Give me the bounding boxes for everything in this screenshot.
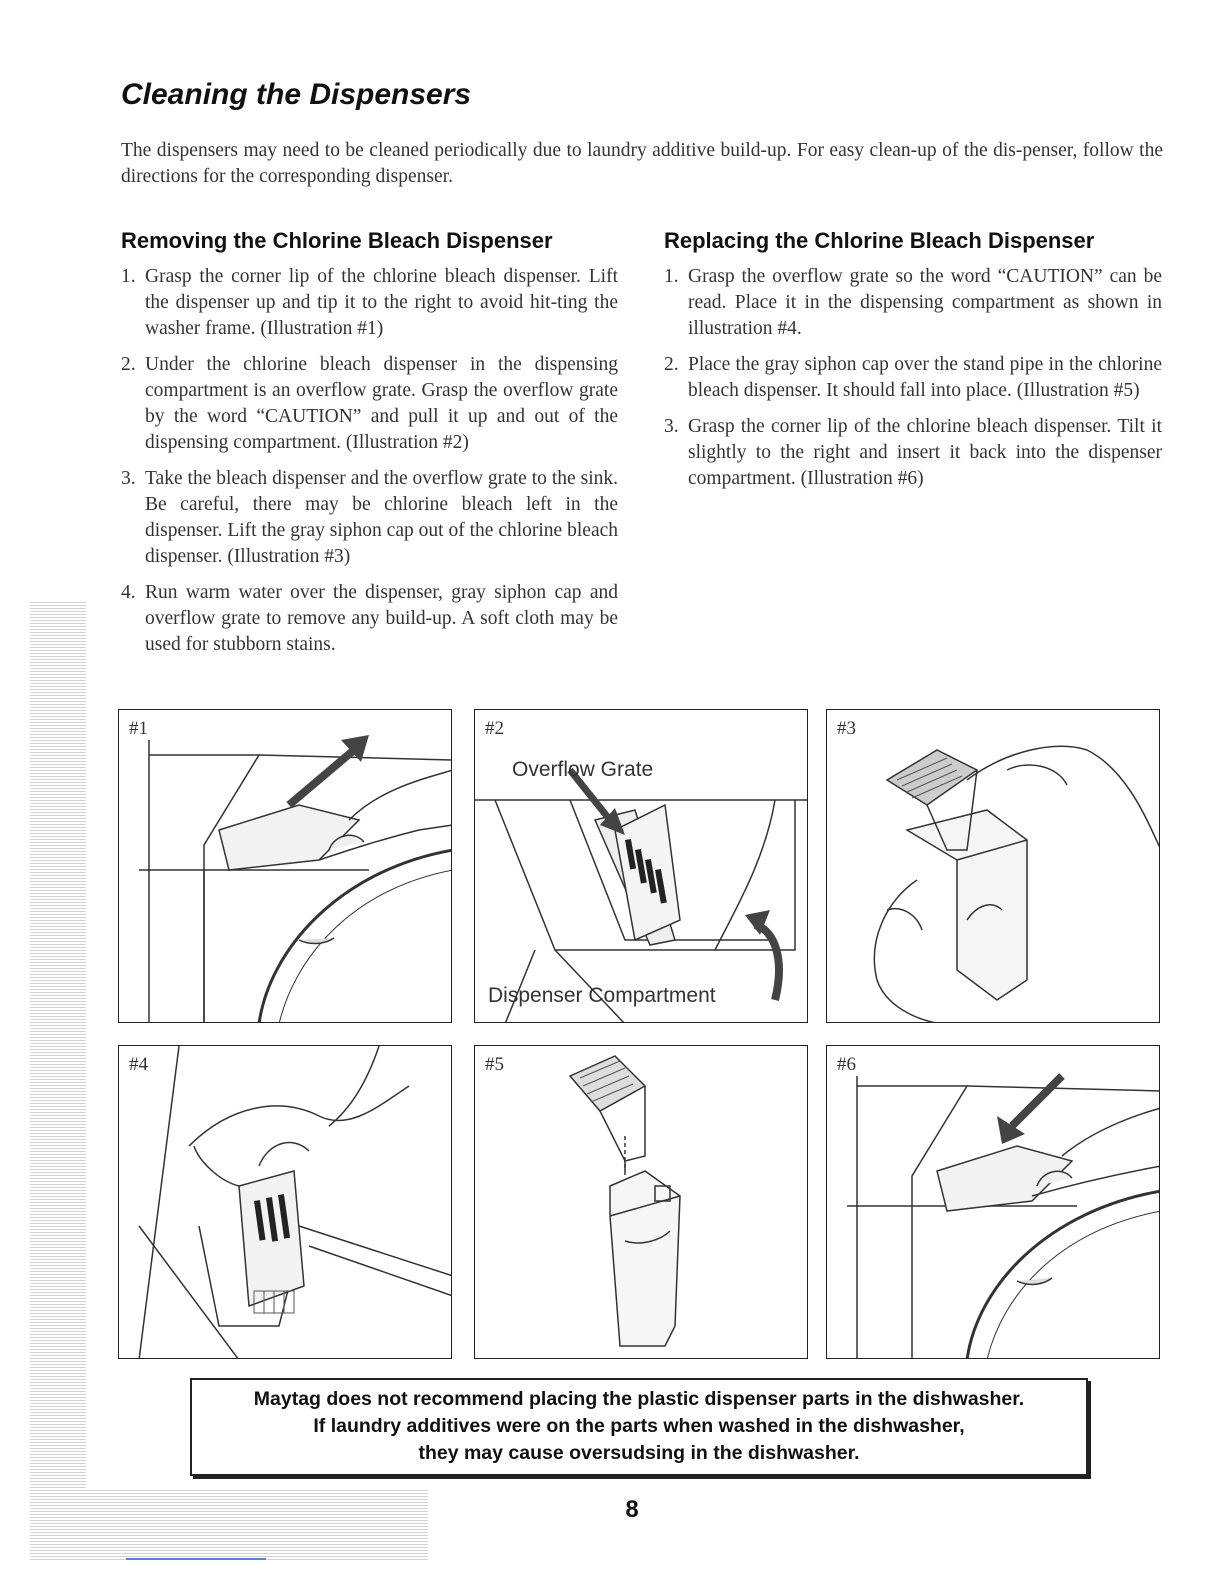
dispenser-removal-drawing: [119, 710, 452, 1023]
scan-bottom-shading: [86, 1488, 428, 1560]
list-item: 2. Under the chlorine bleach dispenser in the dispensing compartment is an overflow grate. Grasp the overflow grate by the word “CAUTION” and pull it up and out of the dispensing compartment. (Illustration #2): [121, 354, 618, 453]
removing-steps: [121, 264, 618, 658]
list-item: 4. Run warm water over the dispenser, gray siphon cap and overflow grate to remove any build-up. A soft cloth may be used for stubborn stains.: [121, 582, 618, 655]
illustration-label: #4: [129, 1054, 148, 1075]
illustration-label: #6: [837, 1054, 856, 1075]
replacing-section: [664, 228, 1162, 502]
removing-heading: Removing the Chlorine Bleach Dispenser: [121, 228, 553, 253]
illustration-5: [474, 1045, 808, 1359]
dispenser-compartment-caption: Dispenser Compartment: [488, 984, 716, 1007]
list-item: 2. Place the gray siphon cap over the stand pipe in the chlorine bleach dispenser. It should fall into place. (Illustration #5): [664, 354, 1162, 401]
intro-paragraph: The dispensers may need to be cleaned periodically due to laundry additive build-up. For easy clean-up of the dis-penser, follow the directions for the corresponding dispenser.: [121, 140, 1163, 187]
illustration-label: #5: [485, 1054, 504, 1075]
page-title: Cleaning the Dispensers: [121, 78, 472, 111]
notice-line: Maytag does not recommend placing the plastic dispenser parts in the dishwasher.: [253, 1388, 1025, 1410]
siphon-cap-drawing: [827, 710, 1160, 1023]
list-item: 1. Grasp the overflow grate so the word “CAUTION” can be read. Place it in the dispensing compartment as shown in illustration #4.: [664, 266, 1162, 339]
illustration-1: [118, 709, 452, 1023]
illustration-6: [826, 1045, 1160, 1359]
notice-line: they may cause oversudsing in the dishwasher.: [418, 1442, 860, 1464]
illustration-4: [118, 1045, 452, 1359]
dishwasher-warning-notice: [190, 1378, 1088, 1476]
overflow-grate-drawing: [475, 710, 808, 1023]
illustration-label: #3: [837, 718, 856, 739]
list-item: 3. Take the bleach dispenser and the overflow grate to the sink. Be careful, there may be chlorine bleach left in the dispenser. Lift the gray siphon cap out of the chlorine bleach dispenser. (Illustration #3): [121, 468, 618, 567]
illustration-label: #1: [129, 718, 148, 739]
siphon-cap-placement-drawing: [475, 1046, 808, 1359]
overflow-grate-caption: Overflow Grate: [512, 758, 654, 781]
notice-line: If laundry additives were on the parts when washed in the dishwasher,: [313, 1415, 965, 1437]
dispenser-reinsertion-drawing: [827, 1046, 1160, 1359]
scan-edge-shading: [30, 600, 86, 1560]
page-number: 8: [625, 1496, 639, 1523]
illustration-2: [474, 709, 808, 1023]
list-item: 1. Grasp the corner lip of the chlorine bleach dispenser. Lift the dispenser up and tip it to the right to avoid hit-ting the washer frame. (Illustration #1): [121, 266, 618, 339]
replacing-heading: Replacing the Chlorine Bleach Dispenser: [664, 228, 1095, 253]
replacing-steps: [664, 264, 1162, 492]
scan-artifact-line: [126, 1558, 266, 1560]
illustration-label: #2: [485, 718, 504, 739]
illustration-3: [826, 709, 1160, 1023]
removing-section: [121, 228, 618, 668]
list-item: 3. Grasp the corner lip of the chlorine bleach dispenser. Tilt it slightly to the right and insert it back into the dispenser compartment. (Illustration #6): [664, 416, 1162, 489]
grate-insertion-drawing: [119, 1046, 452, 1359]
